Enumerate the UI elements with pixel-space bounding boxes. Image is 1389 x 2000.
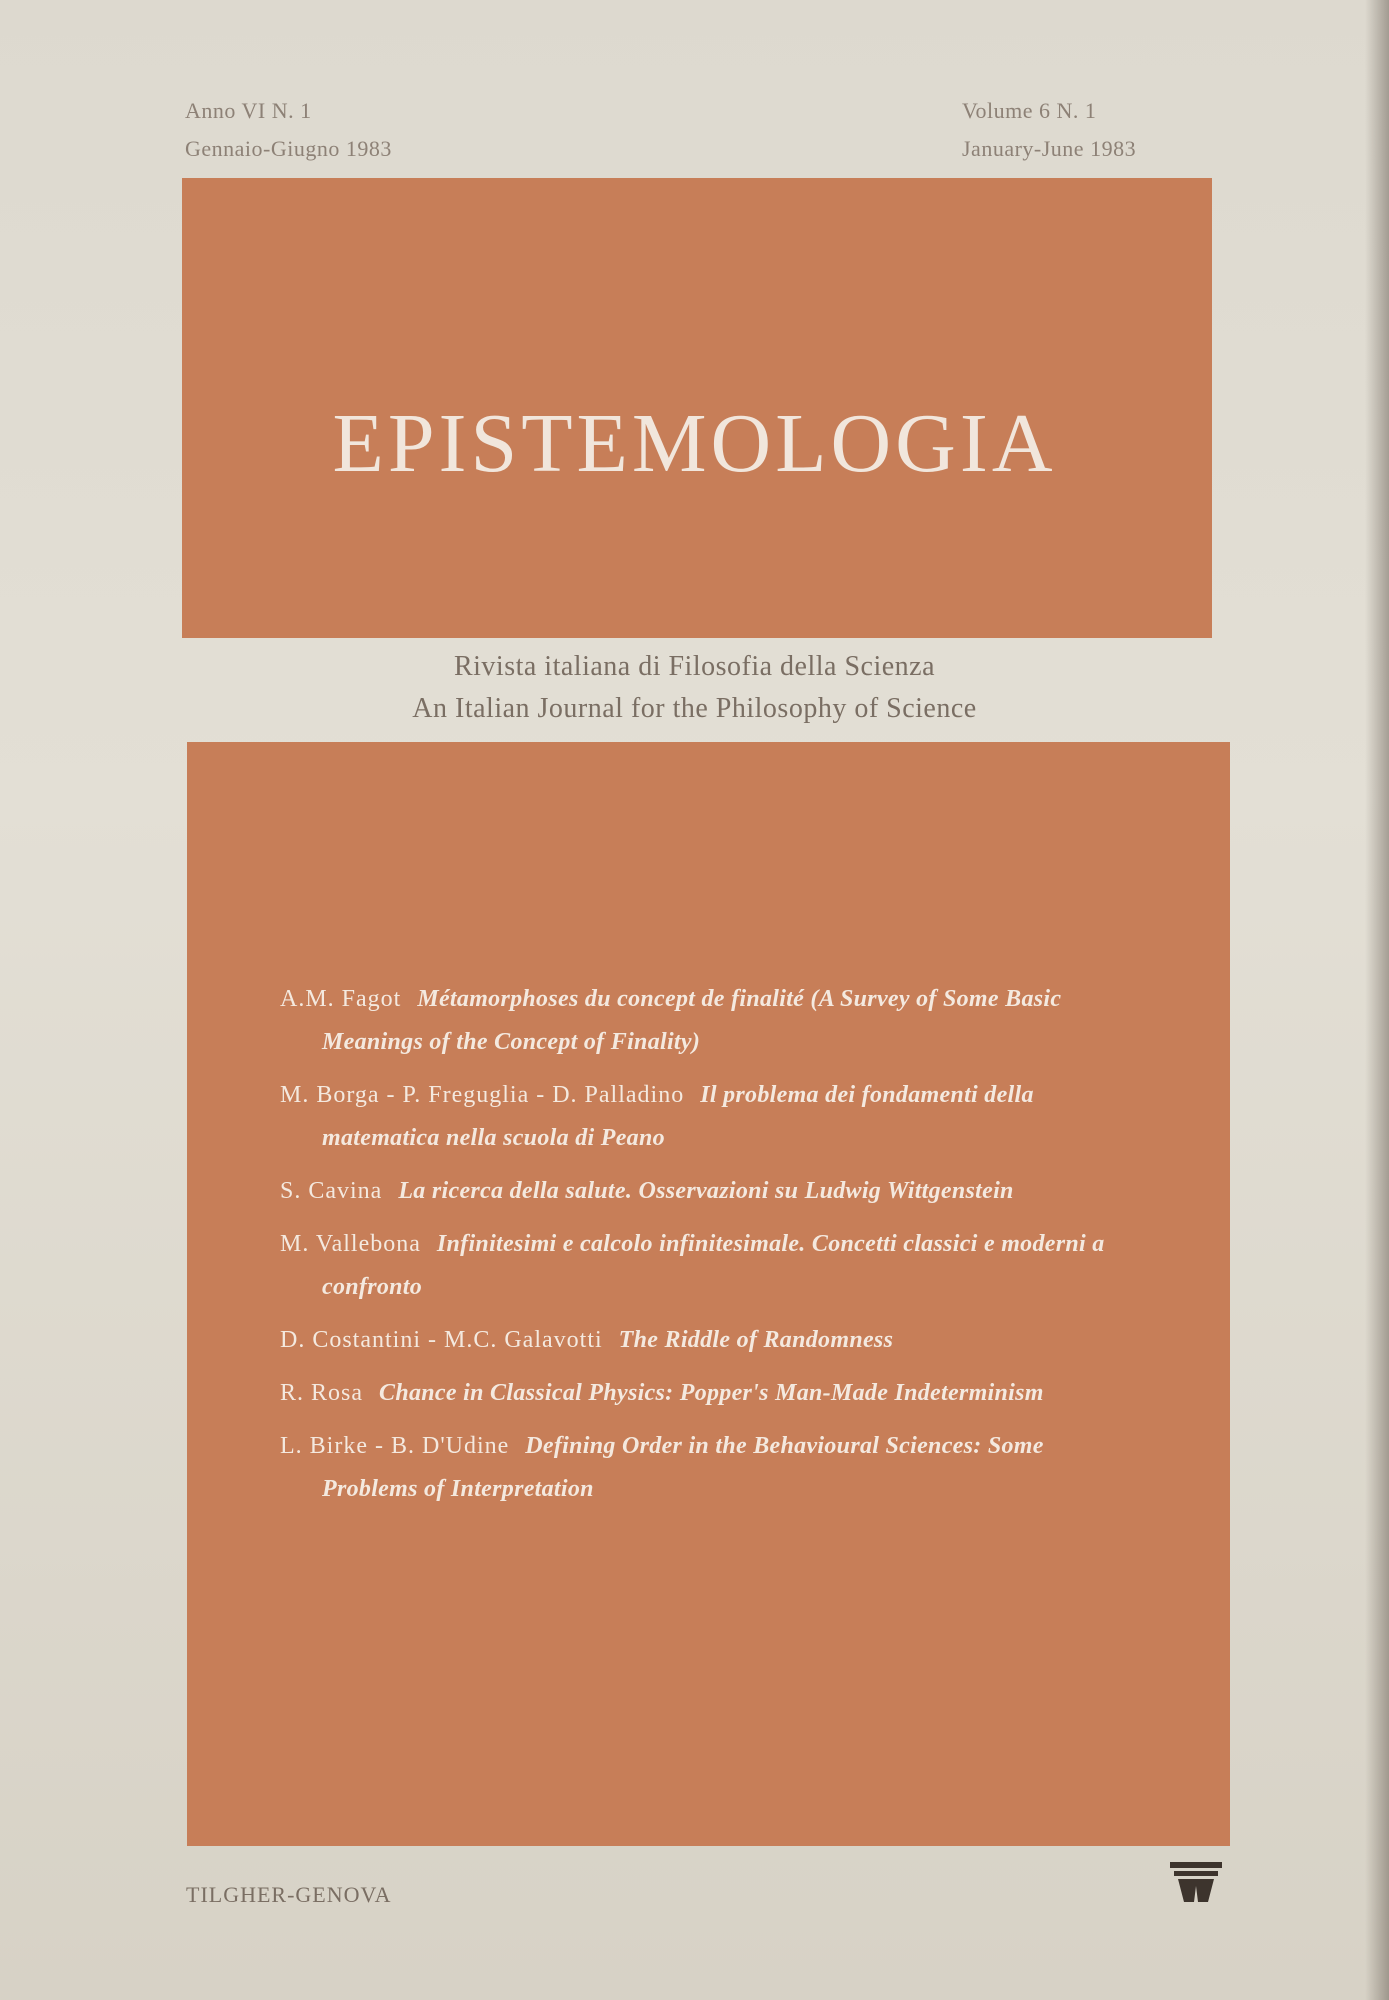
subtitle-english: An Italian Journal for the Philosophy of Science <box>412 693 977 724</box>
contents-entry <box>280 1074 1140 1160</box>
contents-entry <box>280 1319 1140 1362</box>
entry-title: Defining Order in the Behavioural Sciences: Some Problems of Interpretation <box>322 1433 1044 1502</box>
entry-title: Métamorphoses du concept de finalité (A Survey of Some Basic Meanings of the Concept of Finality) <box>322 986 1062 1055</box>
journal-subtitles <box>0 646 1389 730</box>
issue-info-italian <box>185 92 392 168</box>
issue-number-italian: Anno VI N. 1 <box>185 98 312 123</box>
entry-title: The Riddle of Randomness <box>618 1327 894 1353</box>
contents-entry <box>280 1223 1140 1309</box>
table-of-contents <box>280 978 1140 1511</box>
cover-edge-shadow <box>1365 0 1389 2000</box>
issue-info-english <box>962 92 1136 168</box>
subtitle-italian: Rivista italiana di Filosofia della Scienza <box>453 651 936 682</box>
entry-title: Il problema dei fondamenti della matematica nella scuola di Peano <box>322 1082 1034 1151</box>
entry-title: La ricerca della salute. Osservazioni su Ludwig Wittgenstein <box>398 1178 1014 1204</box>
entry-title: Chance in Classical Physics: Popper's Man-Made Indeterminism <box>379 1380 1044 1406</box>
entry-author: A.M. Fagot <box>280 986 402 1012</box>
journal-title: EPISTEMOLOGIA <box>332 397 1057 490</box>
issue-number-english: Volume 6 N. 1 <box>962 98 1097 123</box>
entry-author: M. Borga - P. Freguglia - D. Palladino <box>280 1082 685 1108</box>
contents-entry <box>280 1372 1140 1415</box>
issue-date-english: January-June 1983 <box>962 136 1137 161</box>
contents-entry <box>280 1425 1140 1511</box>
issue-date-italian: Gennaio-Giugno 1983 <box>185 136 392 161</box>
entry-author: D. Costantini - M.C. Galavotti <box>280 1327 603 1353</box>
contents-entry <box>280 978 1140 1064</box>
publisher-logo-icon <box>1168 1860 1224 1904</box>
entry-author: S. Cavina <box>280 1178 383 1204</box>
entry-author: R. Rosa <box>280 1380 364 1406</box>
contents-entry <box>280 1170 1140 1213</box>
entry-author: L. Birke - B. D'Udine <box>280 1433 510 1459</box>
entry-author: M. Vallebona <box>280 1231 421 1257</box>
publisher-name: TILGHER-GENOVA <box>186 1882 392 1907</box>
entry-title: Infinitesimi e calcolo infinitesimale. Concetti classici e moderni a confronto <box>322 1231 1105 1300</box>
